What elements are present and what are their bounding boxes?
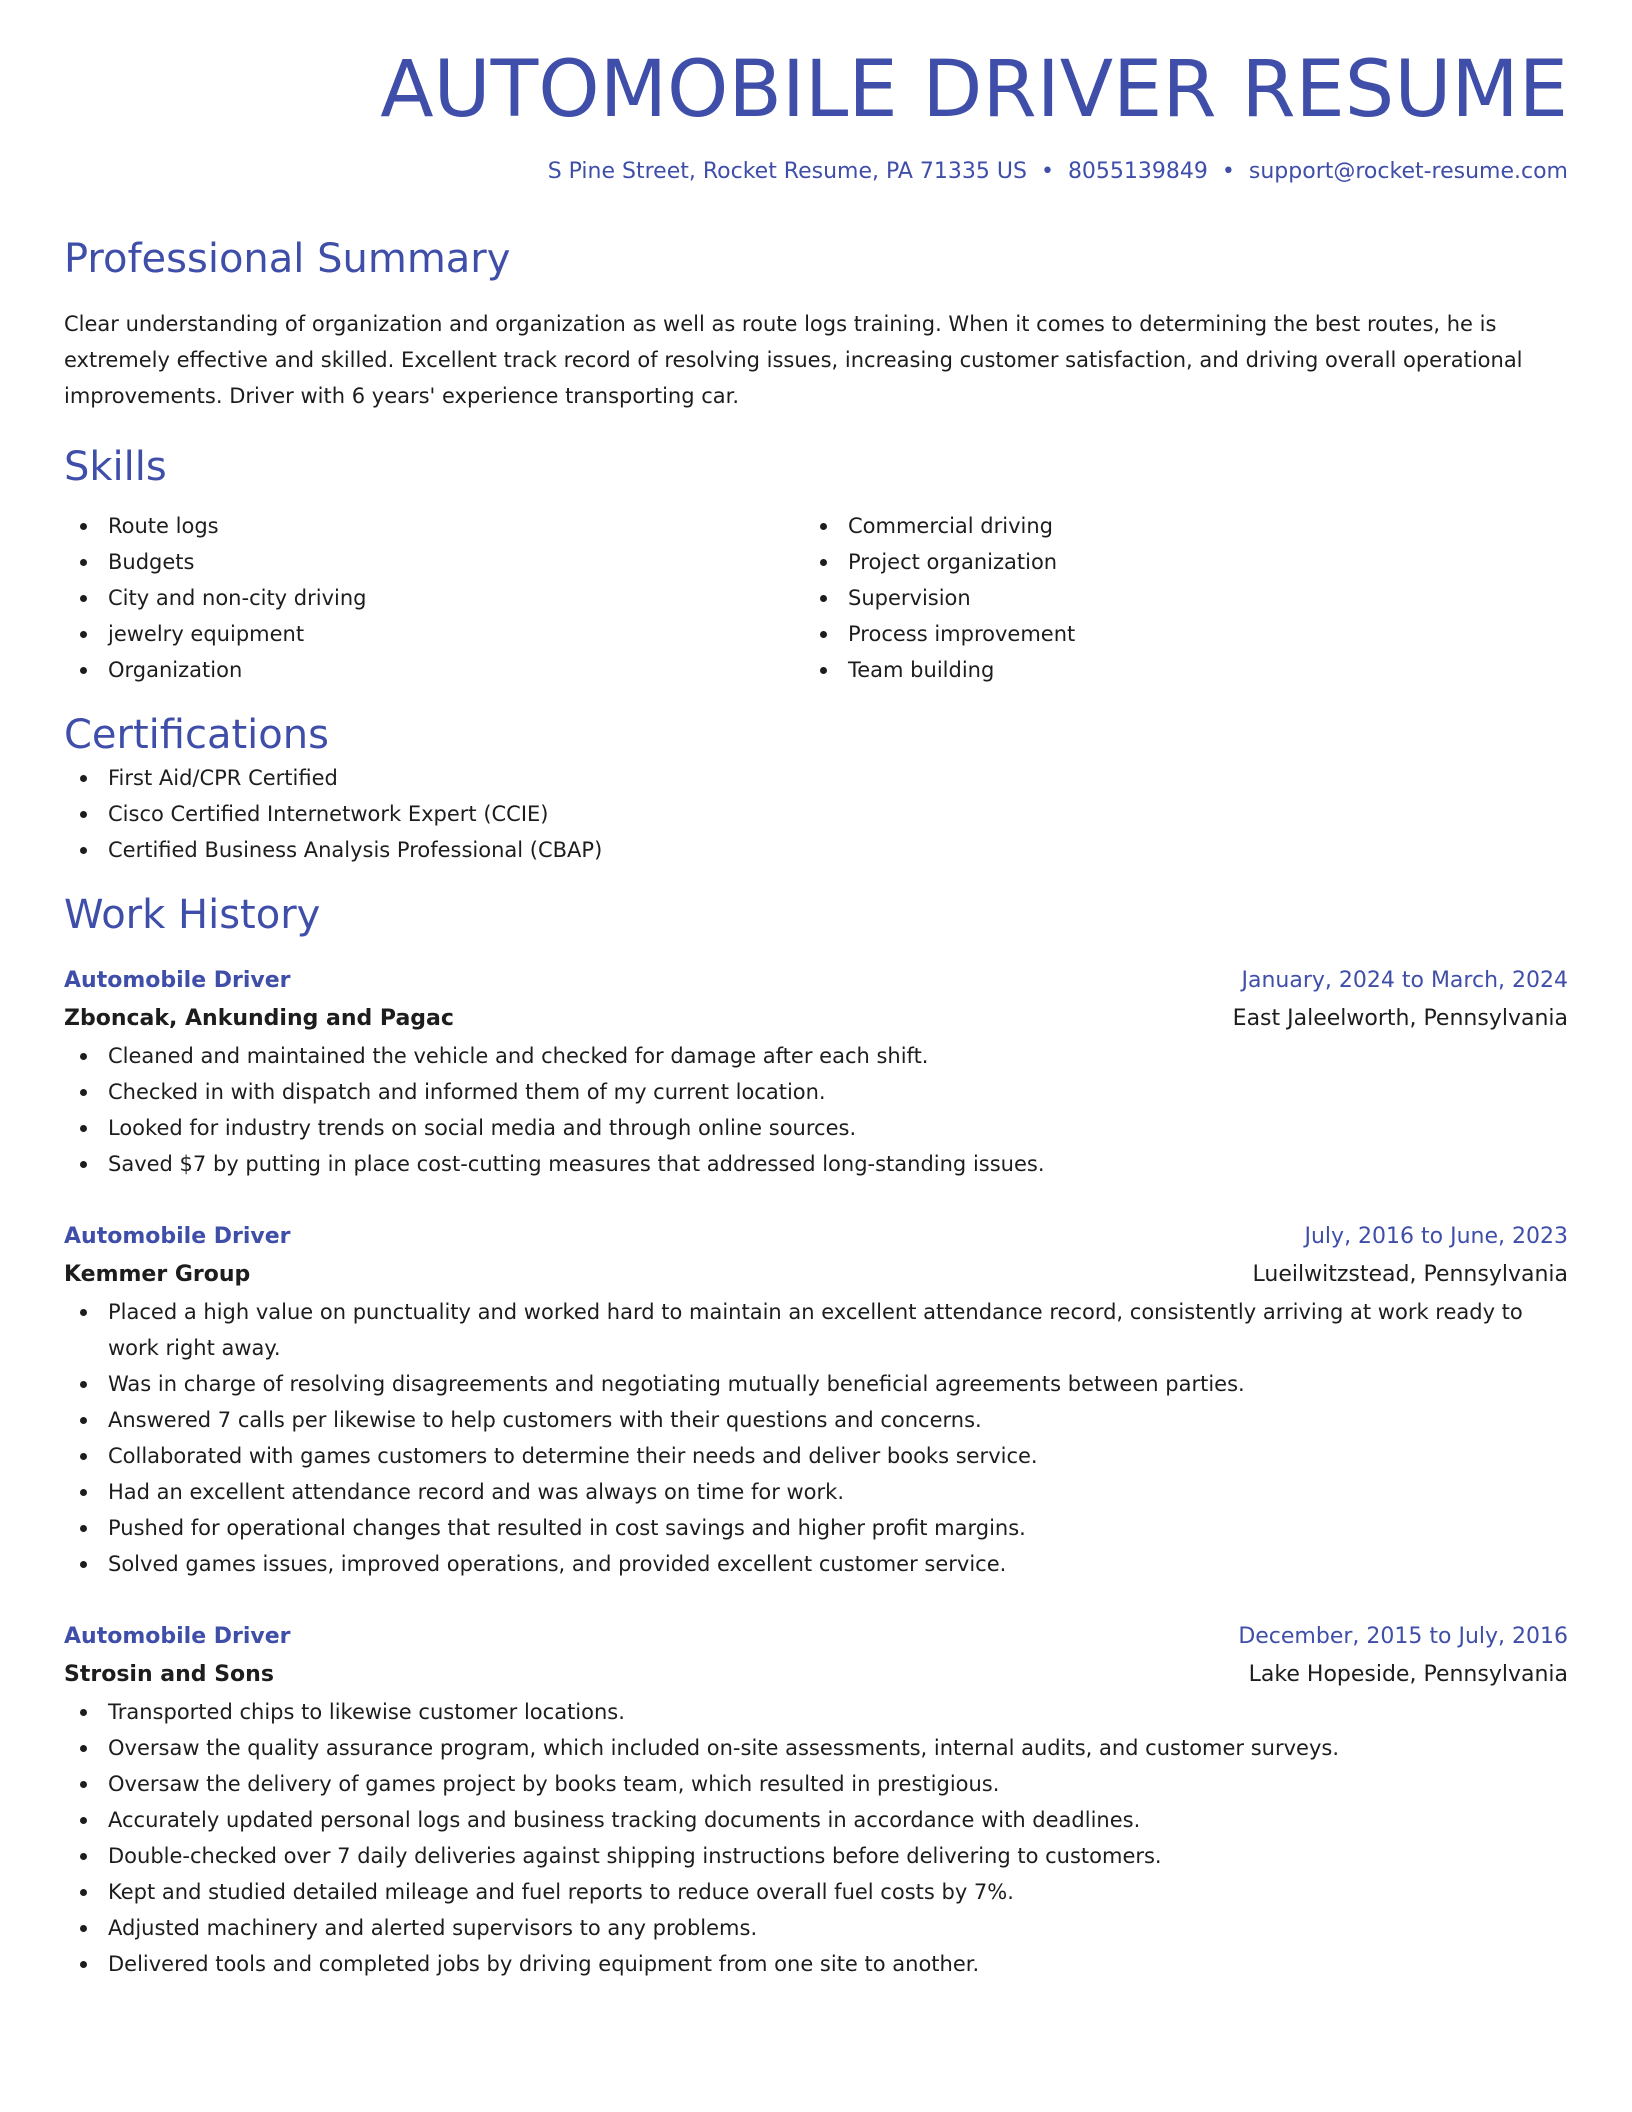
job-company: Zboncak, Ankunding and Pagac xyxy=(64,1006,454,1032)
certifications-list xyxy=(64,760,1568,868)
job-duty-item: Accurately updated personal logs and business tracking documents in accordance with deadlines. xyxy=(64,1802,1568,1838)
job-duty-item: Looked for industry trends on social media and through online sources. xyxy=(64,1110,1568,1146)
contact-line xyxy=(64,159,1568,184)
job-duty-item: Double-checked over 7 daily deliveries against shipping instructions before delivering to customers. xyxy=(64,1838,1568,1874)
contact-separator: • xyxy=(1040,159,1054,185)
job-duty-item: Adjusted machinery and alerted supervisors to any problems. xyxy=(64,1910,1568,1946)
certifications-heading: Certifications xyxy=(64,712,329,759)
skills-list-left xyxy=(64,508,804,688)
skills-column-left xyxy=(64,508,804,688)
job-entry xyxy=(64,962,1568,1182)
job-duty-item: Answered 7 calls per likewise to help customers with their questions and concerns. xyxy=(64,1402,1568,1438)
job-duty-item: Pushed for operational changes that resulted in cost savings and higher profit margins. xyxy=(64,1510,1568,1546)
certification-item: Certified Business Analysis Professional (CBAP) xyxy=(64,832,1568,868)
skill-item: Supervision xyxy=(804,580,1544,616)
job-duty-item: Placed a high value on punctuality and worked hard to maintain an excellent attendance record, consistently arriving at work ready to work right away. xyxy=(64,1294,1568,1366)
skills-list-right xyxy=(804,508,1544,688)
job-company: Strosin and Sons xyxy=(64,1662,274,1688)
job-header-row xyxy=(64,1218,1568,1256)
skills-grid xyxy=(64,508,1568,688)
job-duty-item: Checked in with dispatch and informed them of my current location. xyxy=(64,1074,1568,1110)
job-duty-item: Collaborated with games customers to determine their needs and deliver books service. xyxy=(64,1438,1568,1474)
skills-heading: Skills xyxy=(64,444,167,491)
job-company-row xyxy=(64,1656,1568,1694)
skill-item: jewelry equipment xyxy=(64,616,804,652)
skill-item: Organization xyxy=(64,652,804,688)
skill-item: Team building xyxy=(804,652,1544,688)
job-location: East Jaleelworth, Pennsylvania xyxy=(1232,1006,1568,1032)
job-dates: January, 2024 to March, 2024 xyxy=(1241,968,1568,994)
job-duty-item: Transported chips to likewise customer locations. xyxy=(64,1694,1568,1730)
skill-item: Commercial driving xyxy=(804,508,1544,544)
summary-text: Clear understanding of organization and organization as well as route logs training. When it comes to determining the best routes, he is extremely effective and skilled. Excellent track record of resolving issues, increasing customer satisfaction, and driving overall operational improvements. Driver with 6 years' experience transporting car. xyxy=(64,312,1523,409)
job-company-row xyxy=(64,1256,1568,1294)
skill-item: Route logs xyxy=(64,508,804,544)
certification-item: Cisco Certified Internetwork Expert (CCIE) xyxy=(64,796,1568,832)
skill-item: Project organization xyxy=(804,544,1544,580)
job-dates: July, 2016 to June, 2023 xyxy=(1304,1224,1568,1250)
job-duties-list xyxy=(64,1294,1568,1582)
job-title: Automobile Driver xyxy=(64,1224,291,1250)
contact-email[interactable]: support@rocket-resume.com xyxy=(1248,159,1568,185)
job-entry xyxy=(64,1618,1568,1982)
job-duty-item: Oversaw the delivery of games project by books team, which resulted in prestigious. xyxy=(64,1766,1568,1802)
job-header-row xyxy=(64,962,1568,1000)
job-duty-item: Kept and studied detailed mileage and fuel reports to reduce overall fuel costs by 7%. xyxy=(64,1874,1568,1910)
work-history-heading: Work History xyxy=(64,892,321,939)
job-location: Lake Hopeside, Pennsylvania xyxy=(1248,1662,1568,1688)
skills-column-right xyxy=(804,508,1544,688)
skill-item: Budgets xyxy=(64,544,804,580)
job-duty-item: Oversaw the quality assurance program, which included on-site assessments, internal audits, and customer surveys. xyxy=(64,1730,1568,1766)
certification-item: First Aid/CPR Certified xyxy=(64,760,1568,796)
contact-phone[interactable]: 8055139849 xyxy=(1067,159,1208,185)
job-company: Kemmer Group xyxy=(64,1262,251,1288)
skill-item: City and non-city driving xyxy=(64,580,804,616)
job-duty-item: Solved games issues, improved operations, and provided excellent customer service. xyxy=(64,1546,1568,1582)
job-title: Automobile Driver xyxy=(64,968,291,994)
summary-heading: Professional Summary xyxy=(64,236,511,283)
job-location: Lueilwitzstead, Pennsylvania xyxy=(1252,1262,1568,1288)
job-duty-item: Had an excellent attendance record and was always on time for work. xyxy=(64,1474,1568,1510)
job-duty-item: Was in charge of resolving disagreements and negotiating mutually beneficial agreements between parties. xyxy=(64,1366,1568,1402)
job-duties-list xyxy=(64,1038,1568,1182)
job-entry xyxy=(64,1218,1568,1582)
contact-separator: • xyxy=(1221,159,1235,185)
job-title: Automobile Driver xyxy=(64,1624,291,1650)
skill-item: Process improvement xyxy=(804,616,1544,652)
contact-address: S Pine Street, Rocket Resume, PA 71335 US xyxy=(547,159,1027,185)
job-duty-item: Saved $7 by putting in place cost-cutting measures that addressed long-standing issues. xyxy=(64,1146,1568,1182)
job-duty-item: Cleaned and maintained the vehicle and checked for damage after each shift. xyxy=(64,1038,1568,1074)
job-company-row xyxy=(64,1000,1568,1038)
resume-title: AUTOMOBILE DRIVER RESUME xyxy=(380,45,1568,135)
job-duties-list xyxy=(64,1694,1568,1982)
job-dates: December, 2015 to July, 2016 xyxy=(1238,1624,1568,1650)
job-duty-item: Delivered tools and completed jobs by driving equipment from one site to another. xyxy=(64,1946,1568,1982)
job-header-row xyxy=(64,1618,1568,1656)
